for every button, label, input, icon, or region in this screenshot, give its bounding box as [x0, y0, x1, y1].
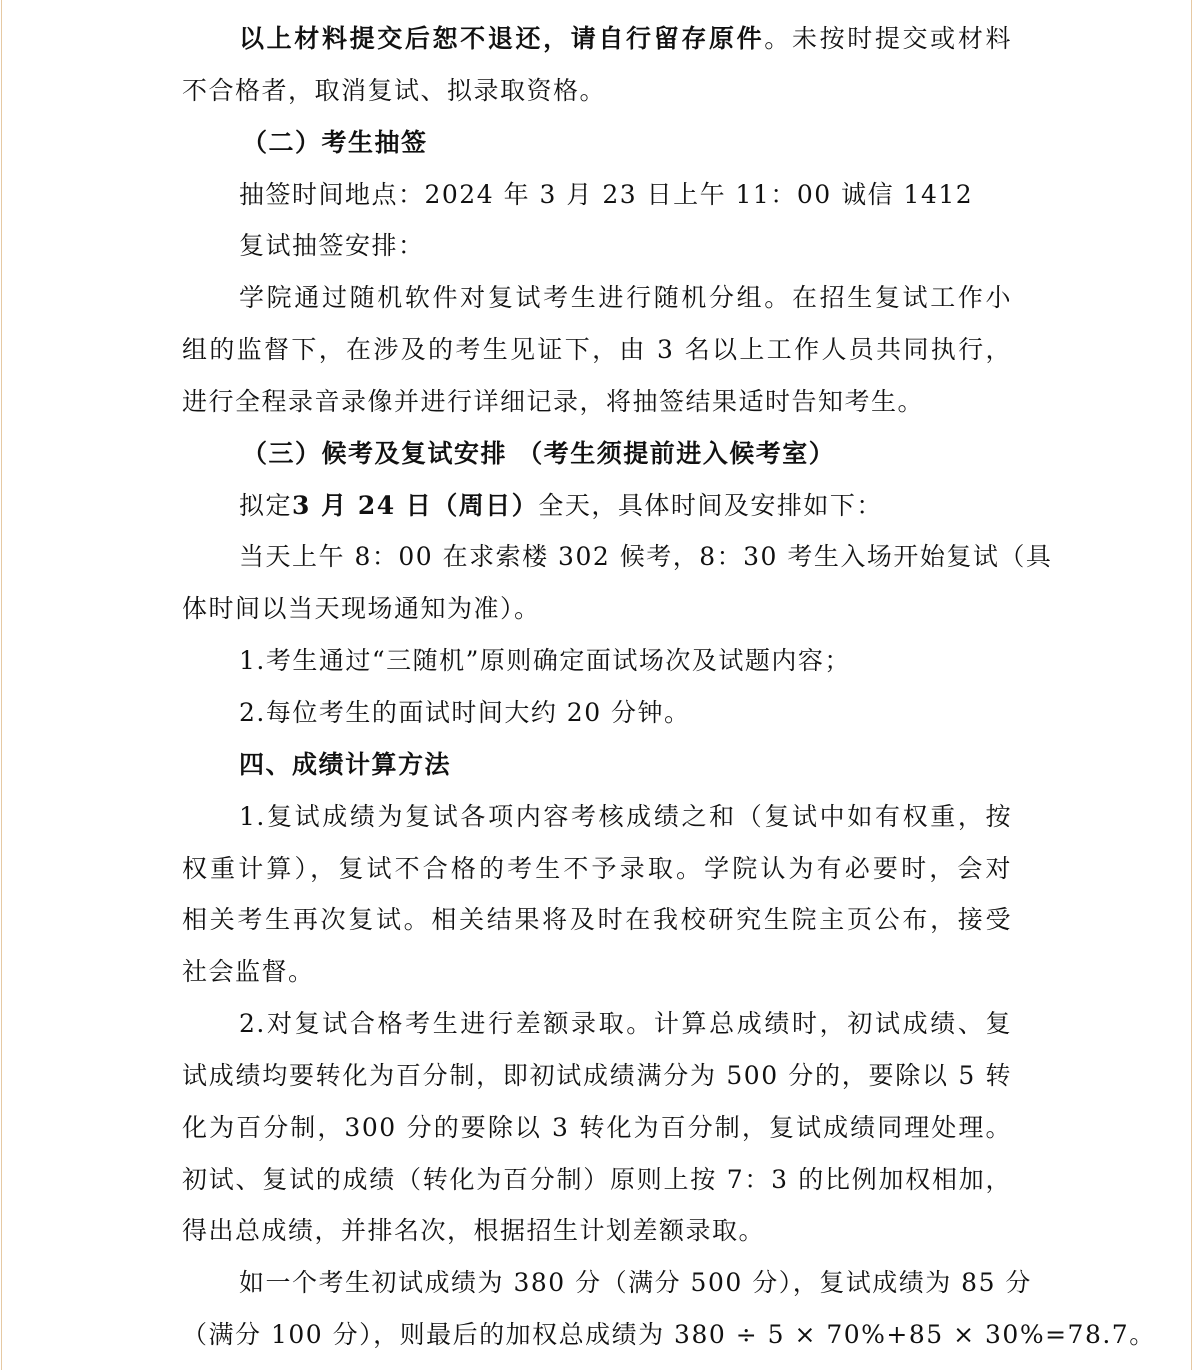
heading-text: 四、成绩计算方法 [239, 749, 452, 779]
line-text: 学院通过随机软件对复试考生进行随机分组。在招生复试工作小 [239, 283, 1012, 313]
line-text: 如一个考生初试成绩为 380 分（满分 500 分），复试成绩为 85 分 [239, 1268, 1032, 1298]
line-text: 相关考生再次复试。相关结果将及时在我校研究生院主页公布，接受 [182, 905, 1012, 935]
line-text: 抽签时间地点：2024 年 3 月 23 日上午 11：00 诚信 1412 [239, 179, 974, 209]
line-text: 得出总成绩，并排名次，根据招生计划差额录取。 [182, 1216, 766, 1246]
paragraph-line [182, 894, 1012, 946]
line-text: 进行全程录音录像并进行详细记录，将抽签结果适时告知考生。 [182, 386, 925, 416]
line-text: 权重计算），复试不合格的考生不予录取。学院认为有必要时，会对 [182, 853, 1012, 883]
document-page [182, 13, 1156, 1361]
line-text: 不合格者，取消复试、拟录取资格。 [182, 75, 607, 105]
line-text: 组的监督下，在涉及的考生见证下，由 3 名以上工作人员共同执行， [182, 335, 1012, 365]
line-text: 1.复试成绩为复试各项内容考核成绩之和（复试中如有权重，按 [239, 801, 1012, 831]
paragraph-line [182, 843, 1012, 895]
paragraph-line [182, 531, 1053, 583]
paragraph-line [182, 65, 1012, 117]
paragraph-line [182, 583, 1012, 635]
paragraph-line [182, 1309, 1156, 1361]
bold-text: 3 月 24 日（周日） [292, 490, 539, 520]
paragraph-line [182, 1205, 1012, 1257]
line-text: 2.对复试合格考生进行差额录取。计算总成绩时，初试成绩、复 [239, 1009, 1012, 1039]
heading-text: （三）候考及复试安排 （考生须提前进入候考室） [242, 438, 836, 468]
paragraph-line [182, 946, 1012, 998]
paragraph-line [182, 791, 1012, 843]
paragraph-line [182, 998, 1012, 1050]
paragraph-line [182, 324, 1012, 376]
line-text: 拟定 [239, 490, 293, 520]
paragraph-line [182, 687, 1012, 739]
paragraph-line [182, 220, 1012, 272]
section-heading [182, 117, 1012, 169]
page-edge-left [1, 0, 2, 1370]
page-edge-right [1191, 0, 1192, 1370]
paragraph-line [182, 272, 1012, 324]
line-text: 试成绩均要转化为百分制，即初试成绩满分为 500 分的，要除以 5 转 [182, 1060, 1012, 1090]
paragraph-line [182, 1102, 1012, 1154]
paragraph-line [182, 376, 1012, 428]
line-text: 1.考生通过“三随机”原则确定面试场次及试题内容； [239, 646, 851, 676]
line-text: 全天，具体时间及安排如下： [538, 490, 883, 520]
line-text: （满分 100 分），则最后的加权总成绩为 380 ÷ 5 × 70%+85 × 30%=78.7。 [182, 1320, 1156, 1350]
section-heading [182, 739, 1012, 791]
line-text: 化为百分制，300 分的要除以 3 转化为百分制，复试成绩同理处理。 [182, 1112, 1012, 1142]
paragraph-line [182, 1050, 1012, 1102]
line-text: 体时间以当天现场通知为准）。 [182, 594, 541, 624]
line-text: 2.每位考生的面试时间大约 20 分钟。 [239, 697, 691, 727]
line-text: 。未按时提交或材料 [764, 24, 1012, 53]
paragraph-line [182, 635, 1012, 687]
line-text: 初试、复试的成绩（转化为百分制）原则上按 7：3 的比例加权相加， [182, 1164, 1012, 1194]
paragraph-line [182, 480, 1012, 532]
paragraph-line [182, 13, 1012, 65]
paragraph-line [182, 1257, 1032, 1309]
section-heading [182, 428, 1012, 480]
line-text: 复试抽签安排： [239, 231, 425, 261]
line-text: 社会监督。 [182, 957, 315, 987]
paragraph-line [182, 1154, 1012, 1206]
paragraph-line [182, 169, 1012, 221]
bold-text: 以上材料提交后恕不退还，请自行留存原件 [239, 24, 765, 53]
line-text: 当天上午 8：00 在求索楼 302 候考，8：30 考生入场开始复试（具 [239, 542, 1053, 572]
heading-text: （二）考生抽签 [242, 127, 428, 157]
